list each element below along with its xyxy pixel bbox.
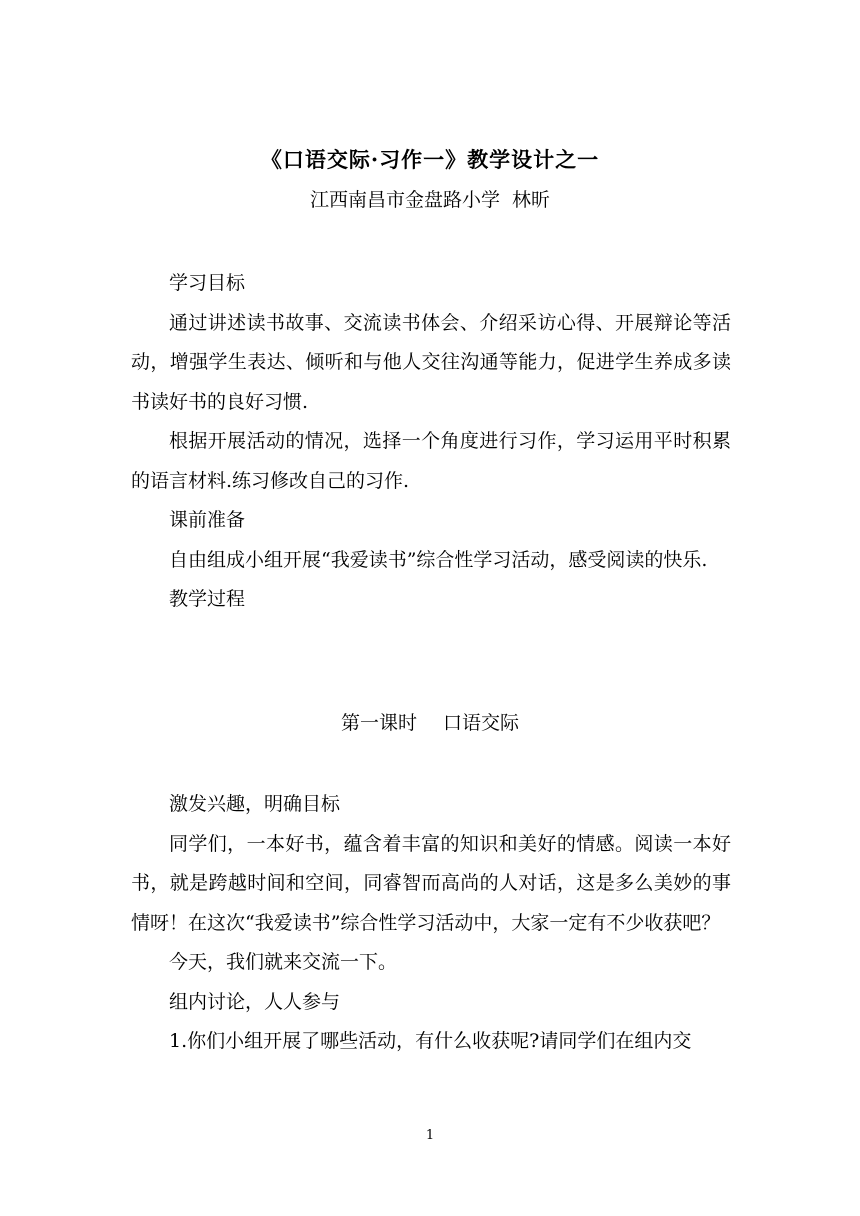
lesson-heading xyxy=(0,708,860,738)
lesson-subheading-1: 激发兴趣，明确目标 xyxy=(169,793,341,815)
goals-paragraph-2: 根据开展活动的情况，选择一个角度进行习作，学习运用平时积累的语言材料.练习修改自己的习作. xyxy=(131,430,731,492)
lesson-label: 第一课时 xyxy=(340,712,417,734)
process-heading: 教学过程 xyxy=(169,588,246,610)
intro-section xyxy=(131,264,731,620)
lesson-paragraph-2: 今天，我们就来交流一下。 xyxy=(169,951,398,973)
lesson-paragraph-3: 1.你们小组开展了哪些活动，有什么收获呢?请同学们在组内交 xyxy=(169,1030,692,1052)
lesson-subheading-2: 组内讨论，人人参与 xyxy=(169,990,341,1013)
document-title: 《口语交际·习作一》教学设计之一 xyxy=(260,147,600,172)
prep-heading: 课前准备 xyxy=(169,509,246,531)
author-line: 江西南昌市金盘路小学 林昕 xyxy=(309,189,551,211)
goals-heading: 学习目标 xyxy=(169,272,246,294)
lesson-name: 口语交际 xyxy=(443,712,520,734)
prep-paragraph: 自由组成小组开展“我爱读书”综合性学习活动，感受阅读的快乐. xyxy=(169,548,708,571)
goals-paragraph-1: 通过讲述读书故事、交流读书体会、介绍采访心得、开展辩论等活动，增强学生表达、倾听和与他人交往沟通等能力，促进学生养成多读书读好书的良好习惯. xyxy=(131,311,731,413)
lesson-paragraph-1: 同学们，一本好书，蕴含着丰富的知识和美好的情感。阅读一本好书，就是跨越时间和空间，同睿智而高尚的人对话，这是多么美妙的事情呀！在这次“我爱读书”综合性学习活动中，大家一定有不少收获吧？ xyxy=(131,832,731,934)
lesson-section xyxy=(131,785,731,1062)
page-number: 1 xyxy=(425,1128,435,1143)
